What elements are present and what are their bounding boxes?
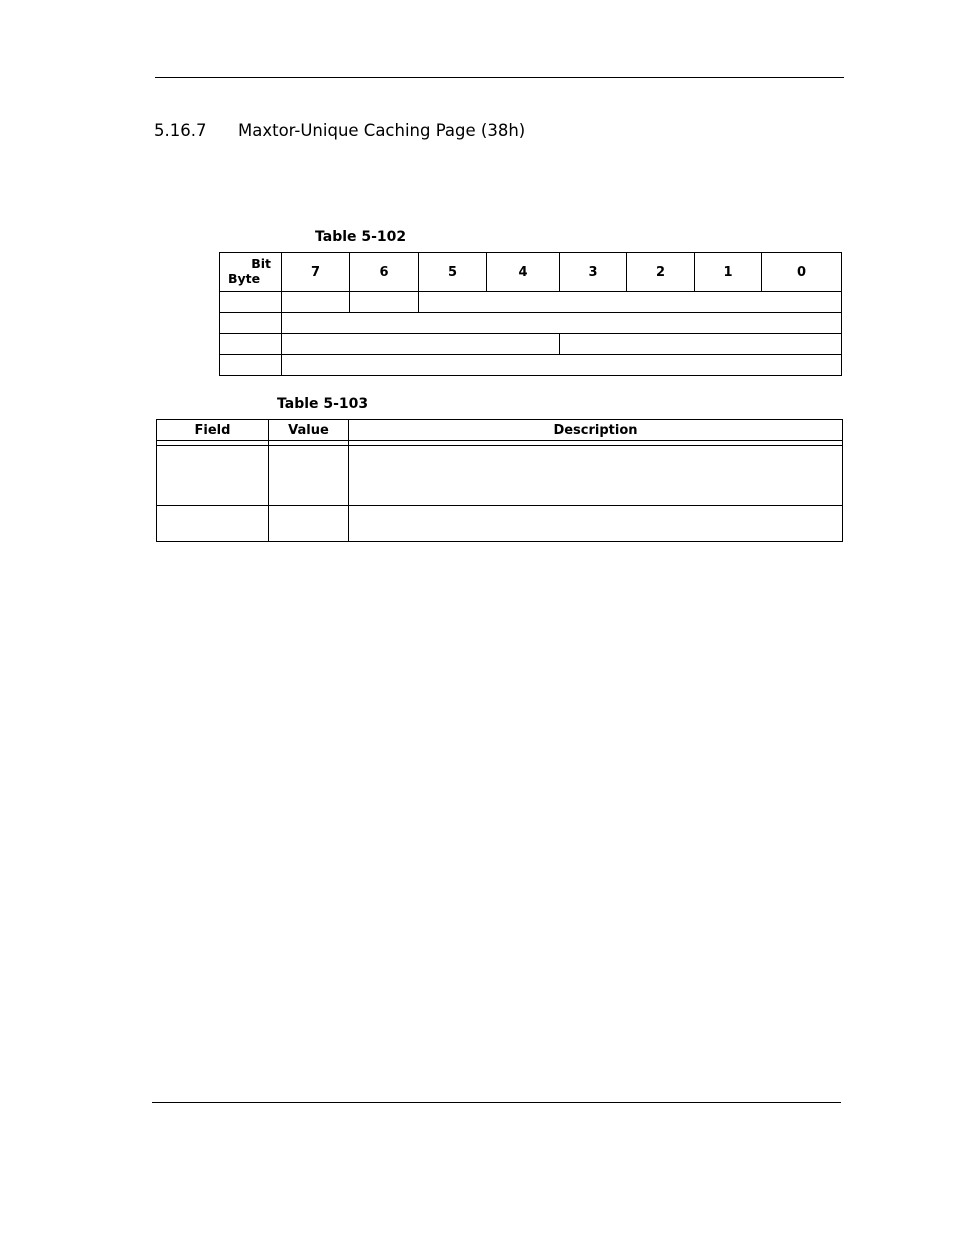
bit-4-header: 4 — [487, 253, 560, 292]
bit-field-cell — [419, 292, 842, 313]
bit-label: Bit — [251, 256, 271, 271]
field-cell — [157, 446, 269, 506]
section-heading — [154, 121, 525, 140]
byte-cell — [220, 355, 282, 376]
bit-1-header: 1 — [695, 253, 762, 292]
table-row — [157, 446, 843, 506]
description-cell — [349, 506, 843, 542]
value-cell — [269, 446, 349, 506]
section-number: 5.16.7 — [154, 121, 207, 140]
bit-7-header: 7 — [282, 253, 350, 292]
field-description-table — [156, 419, 843, 542]
value-cell — [269, 506, 349, 542]
bit-5-header: 5 — [419, 253, 487, 292]
table-row — [220, 355, 842, 376]
mode-page-bit-table — [219, 252, 842, 376]
bit-field-cell — [282, 355, 842, 376]
bit-field-cell — [560, 334, 842, 355]
bit-3-header: 3 — [560, 253, 627, 292]
value-column-header: Value — [269, 420, 349, 441]
table-header-row — [157, 420, 843, 441]
header-rule — [155, 77, 844, 78]
section-title: Maxtor-Unique Caching Page (38h) — [238, 121, 526, 140]
table-102-caption: Table 5-102 — [315, 229, 407, 245]
byte-cell — [220, 292, 282, 313]
table-row — [220, 313, 842, 334]
table-103-caption: Table 5-103 — [277, 396, 369, 412]
byte-cell — [220, 334, 282, 355]
description-cell — [349, 446, 843, 506]
bit-6-header: 6 — [350, 253, 419, 292]
field-column-header: Field — [157, 420, 269, 441]
table-row — [157, 506, 843, 542]
bit-field-cell — [282, 292, 350, 313]
byte-cell — [220, 313, 282, 334]
bit-byte-corner-cell — [220, 253, 282, 292]
description-column-header: Description — [349, 420, 843, 441]
table-row — [220, 334, 842, 355]
table-row — [220, 292, 842, 313]
bit-field-cell — [350, 292, 419, 313]
bit-header-row — [220, 253, 842, 292]
bit-field-cell — [282, 313, 842, 334]
field-cell — [157, 506, 269, 542]
bit-0-header: 0 — [762, 253, 842, 292]
footer-rule — [152, 1102, 841, 1103]
byte-label: Byte — [228, 271, 261, 286]
bit-field-cell — [282, 334, 560, 355]
bit-2-header: 2 — [627, 253, 695, 292]
